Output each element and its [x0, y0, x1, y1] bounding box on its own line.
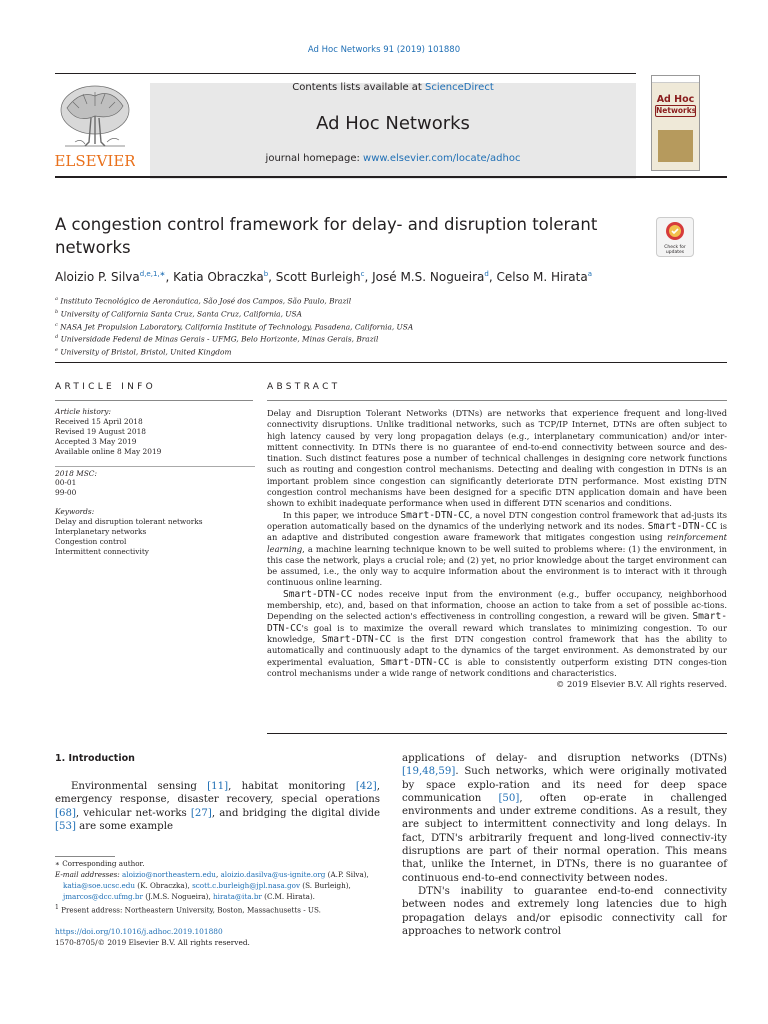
affiliation-text: University of California Santa Cruz, Santa Cruz, California, USA: [60, 309, 302, 319]
affiliation-mark: a: [55, 296, 58, 302]
article-info-rule: [55, 400, 253, 401]
affiliation-text: University of Bristol, Bristol, United Kingdom: [60, 347, 232, 357]
abstract-rule: [267, 400, 727, 401]
email-link[interactable]: katia@soe.ucsc.edu: [63, 881, 135, 890]
intro-column-left: Environmental sensing [11], habitat monitoring [42], emergency response, disaster recovery, special operations [68], vehicular net-works [27], and bridging the digital divide [53] are some example: [55, 781, 380, 832]
abstract-heading: ABSTRACT: [267, 382, 341, 392]
check-updates-label: Check for updates: [664, 245, 686, 255]
header-bottom-rule: [55, 176, 727, 178]
journal-name: Ad Hoc Networks: [316, 113, 470, 134]
doi-link[interactable]: https://doi.org/10.1016/j.adhoc.2019.101880: [55, 927, 223, 936]
author-name: José M.S. Nogueira: [372, 270, 485, 284]
abstract-paragraph-1: Delay and Disruption Tolerant Networks (DTNs) are networks that experience frequent and long-lived connectivity disruptions. Unlike traditional networks, such as TCP/IP Internet, DTNs are often subject to high latency caused by very long propagation delays (e.g., interplanetary communication) and/or inter-mittent connectivity. In DTNs there is no guarantee of end-to-end connectivity between source and des-tination. Such distinct features pose a number of technical challenges in designing core network functions such as routing and congestion control mechanisms. Detecting and dealing with congestion in DTNs is an important problem since congestion can significantly deteriorate DTN performance. Most existing DTN congestion control mechanisms have been designed for a specific DTN application domain and have been shown to exhibit inadequate performance when used in different DTN scenarios and conditions.: [267, 408, 727, 509]
check-for-updates-button[interactable]: [656, 217, 694, 257]
framework-name: Smart-DTN-CC: [647, 520, 718, 532]
framework-name: Smart-DTN-CC: [283, 588, 353, 600]
keyword: Intermittent connectivity: [55, 546, 149, 556]
journal-cover-thumbnail[interactable]: [651, 75, 700, 171]
keyword: Congestion control: [55, 536, 127, 546]
author-name: Celso M. Hirata: [496, 270, 588, 284]
intro-column-right: [402, 752, 727, 938]
author-name: Aloizio P. Silva: [55, 270, 140, 284]
citation-link[interactable]: [27]: [190, 807, 212, 819]
abstract-paragraph-3: Smart-DTN-CC nodes receive input from the environment (e.g., buffer occupancy, neighborhood membership, etc), and, based on that information, choose an action to take from a set of possible ac-tions. Depending on the selected action's effectiveness in controlling congestion, a reward will be given. Smart-DTN-CC's goal is to maximize the overall reward which translates to minimizing congestion. To our knowledge, Smart-DTN-CC is the first DTN congestion control framework that has the ability to automatically and continuously adapt to the dynamics of the target environment. As demonstrated by our experimental evaluation, Smart-DTN-CC is able to consistently outperform existing DTN conges-tion control mechanisms under a wide range of network conditions and characteristics.: [267, 588, 727, 678]
history-received: Received 15 April 2018: [55, 416, 143, 426]
author-marks[interactable]: c: [360, 270, 365, 278]
history-online: Available online 8 May 2019: [55, 446, 162, 456]
citation-link[interactable]: [19,48,59]: [402, 766, 456, 778]
sciencedirect-link[interactable]: ScienceDirect: [425, 82, 494, 93]
homepage-line: [150, 153, 636, 164]
footnote-present-address: $^1$ Present address: Northeastern University, Boston, Massachusetts - US.: [55, 904, 321, 915]
citation-link[interactable]: [11]: [207, 781, 229, 792]
journal-citation[interactable]: Ad Hoc Networks 91 (2019) 101880: [307, 45, 461, 55]
cover-title-line2: Networks: [656, 106, 697, 115]
contents-prefix: Contents lists available at: [292, 82, 426, 93]
issn-line: 1570-8705/© 2019 Elsevier B.V. All rights reserved.: [55, 938, 250, 947]
keyword: Delay and disruption tolerant networks: [55, 517, 203, 527]
paper-title: A congestion control framework for delay- and disruption tolerant networks: [55, 215, 598, 257]
msc-label: 2018 MSC:: [55, 466, 255, 479]
affiliation-list: [55, 294, 715, 358]
email-link[interactable]: aloizio@northeastern.edu: [122, 870, 216, 879]
affiliation-mark: c: [55, 321, 58, 328]
citation-link[interactable]: [68]: [55, 807, 76, 819]
footnote-emails: E-mail addresses: aloizio@northeastern.edu, aloizio.dasilva@us-ignite.org (A.P. Silva), katia@soe.ucsc.edu (K. Obraczka), scott.c.burleigh@jpl.nasa.gov (S. Burleigh), jmarcos@dcc.ufmg.br (J.M.S. Nogueira), hirata@ita.br (C.M. Hirata).: [55, 870, 369, 901]
author-name: Katia Obraczka: [173, 270, 264, 284]
abstract-paragraph-2: In this paper, we introduce Smart-DTN-CC, a novel DTN congestion control framework that ad-justs its operation automatically based on the dynamics of the underlying network and its nodes. Smart-DTN-CC is an adaptive and distributed congestion aware framework that mitigates congestion using reinforcement learning, a machine learning technique known to be well suited to problems where: (1) the environment, in this case the network, plays a crucial role; and (2) yet, no prior knowledge about the target environment can be assumed, i.e., the only way to acquire information about the environment is to interact with it through continuous online learning.: [267, 509, 727, 588]
citation-link[interactable]: [42]: [355, 781, 377, 792]
cover-image: [658, 130, 693, 162]
abstract-body: [267, 408, 727, 690]
affiliation-mark: e: [55, 347, 58, 354]
author-list: Aloizio P. Silva$^{d,e,1,∗}$, Katia Obraczka$^b$, Scott Burleigh$^c$, José M.S. Nogueira$^d$, Celso M. Hirata$^a$: [55, 270, 593, 284]
framework-name: Smart-DTN-CC: [321, 633, 391, 645]
history-label: Article history:: [55, 407, 111, 416]
affiliation-item: [55, 332, 715, 345]
article-info-heading: ARTICLE INFO: [55, 382, 157, 392]
msc-code: 00-01: [55, 478, 77, 488]
email-link[interactable]: hirata@ita.br: [213, 892, 262, 901]
keyword: Interplanetary networks: [55, 527, 147, 537]
elsevier-logo[interactable]: [55, 80, 135, 170]
author-marks[interactable]: d,e,1,∗: [139, 270, 166, 278]
doi-block: [55, 926, 250, 948]
cover-title-line1: Ad Hoc: [656, 94, 695, 105]
affiliation-item: [55, 320, 715, 333]
intro-paragraph: DTN's inability to guarantee end-to-end connectivity between nodes and extremely long latencies due to high propagation delays and/or episodic connectivity call for approaches to network control: [402, 885, 727, 937]
homepage-prefix: journal homepage:: [265, 153, 364, 164]
intro-paragraph: applications of delay- and disruption networks (DTNs) [19,48,59]. Such networks, which were originally motivated by space explo-ration and its need for deep space communication [50], often op-erate in challenged environments and under extreme conditions. As a result, they are subject to intermittent connectivity and long delays. In fact, DTN's arbitrarily frequent and long-lived connectiv-ity disruptions are part of their normal operation. This means that, unlike the Internet, in DTNs, there is no guarantee of continuous end-to-end connectivity between nodes.: [402, 753, 727, 884]
framework-name: Smart-DTN-CC: [400, 509, 470, 521]
author-marks[interactable]: d: [484, 270, 489, 278]
section-heading-introduction: 1. Introduction: [55, 753, 135, 764]
footnotes: [55, 858, 380, 915]
framework-name: Smart-DTN-CC: [267, 611, 727, 634]
email-link[interactable]: aloizio.dasilva@us-ignite.org: [220, 870, 326, 879]
affiliation-mark: b: [55, 308, 59, 315]
footnote-rule: [55, 856, 115, 857]
history-accepted: Accepted 3 May 2019: [55, 436, 137, 446]
email-link[interactable]: jmarcos@dcc.ufmg.br: [63, 892, 143, 901]
msc-code: 99-00: [55, 488, 77, 498]
history-revised: Revised 19 August 2018: [55, 426, 146, 436]
author-marks[interactable]: a: [587, 270, 593, 278]
affiliation-mark: d: [55, 334, 59, 341]
affiliation-text: Instituto Tecnológico de Aeronáutica, São José dos Campos, São Paulo, Brazil: [60, 296, 352, 306]
contents-line: [150, 82, 636, 93]
homepage-link[interactable]: www.elsevier.com/locate/adhoc: [363, 153, 521, 164]
affiliation-item: [55, 294, 715, 307]
elsevier-wordmark: ELSEVIER: [55, 152, 135, 170]
header-top-rule: [55, 73, 636, 74]
citation-link[interactable]: [50]: [498, 792, 520, 804]
copyright-notice: © 2019 Elsevier B.V. All rights reserved.: [556, 679, 727, 690]
emphasis: reinforcement learning: [267, 532, 727, 554]
affiliation-text: NASA Jet Propulsion Laboratory, California Institute of Technology, Pasadena, California, USA: [60, 322, 414, 331]
email-link[interactable]: scott.c.burleigh@jpl.nasa.gov: [192, 881, 300, 890]
affiliation-rule: [55, 362, 727, 363]
framework-name: Smart-DTN-CC: [380, 656, 450, 668]
affiliation-text: Universidade Federal de Minas Gerais - UFMG, Belo Horizonte, Minas Gerais, Brazil: [60, 334, 379, 344]
affiliation-item: [55, 307, 715, 320]
citation-link[interactable]: [53]: [55, 820, 76, 832]
check-updates-icon: [665, 221, 685, 241]
footnote-corresponding: ∗ Corresponding author.: [55, 859, 145, 868]
elsevier-tree-icon: [55, 80, 135, 170]
affiliation-item: [55, 345, 715, 358]
article-info: [55, 407, 255, 557]
abstract-bottom-rule: [267, 733, 727, 734]
author-marks[interactable]: b: [263, 270, 269, 278]
cover-top-strip: [652, 76, 699, 83]
keywords-label: Keywords:: [55, 507, 95, 517]
author-name: Scott Burleigh: [275, 270, 361, 284]
